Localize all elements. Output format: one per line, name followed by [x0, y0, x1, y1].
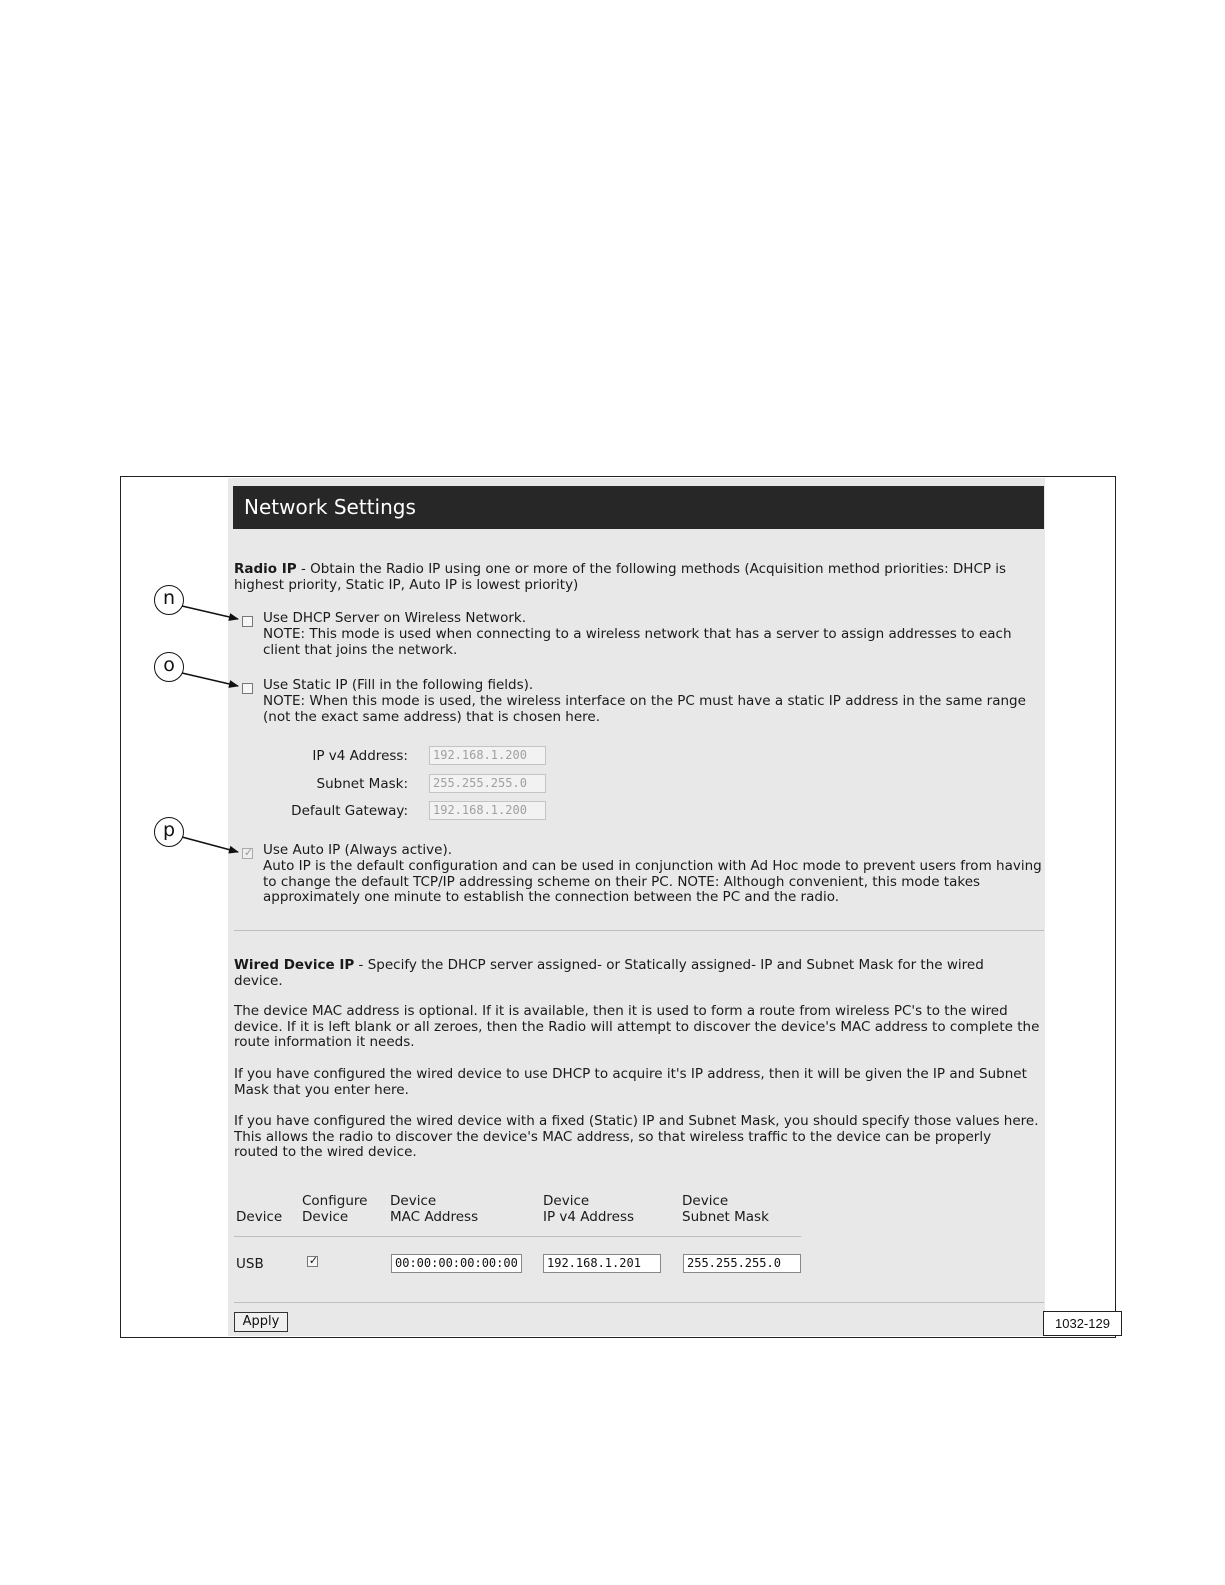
- wired-ip-intro: [234, 958, 1024, 989]
- col-header-mac-line2: MAC Address: [390, 1209, 479, 1225]
- col-header-mask-line2: Subnet Mask: [682, 1209, 769, 1225]
- default-gateway-label: Default Gateway:: [291, 803, 408, 819]
- wired-ip-heading: Wired Device IP: [234, 957, 355, 973]
- section-divider: [234, 930, 1044, 931]
- col-header-mask-line1: Device: [682, 1193, 729, 1209]
- figure-id-label: 1032-129: [1043, 1311, 1122, 1336]
- col-header-mask: [682, 1193, 769, 1225]
- apply-button[interactable]: Apply: [234, 1312, 288, 1332]
- auto-ip-note: Auto IP is the default configuration and can be used in conjunction with Ad Hoc mode to prevent users from having to change the default TCP/IP addressing scheme on their PC. NOTE: Although convenient, this mode takes approximately one minute to establish the connection between the PC and the radio.: [263, 858, 1042, 906]
- callout-n: n: [154, 585, 184, 615]
- device-mac-input[interactable]: 00:00:00:00:00:00: [391, 1254, 522, 1273]
- auto-ip-label: Use Auto IP (Always active).: [263, 842, 453, 858]
- radio-ip-heading: Radio IP: [234, 561, 297, 577]
- wired-dhcp-paragraph: If you have configured the wired device to use DHCP to acquire it's IP address, then it will be given the IP and Subnet Mask that you enter here.: [234, 1066, 1027, 1098]
- col-header-mac-line1: Device: [390, 1193, 437, 1209]
- device-mask-input[interactable]: 255.255.255.0: [683, 1254, 801, 1273]
- auto-ip-checkbox[interactable]: [242, 848, 253, 859]
- dhcp-checkbox[interactable]: [242, 616, 253, 627]
- col-header-configure-line2: Device: [302, 1209, 349, 1225]
- static-ip-label: Use Static IP (Fill in the following fields).: [263, 677, 534, 693]
- radio-ip-description: - Obtain the Radio IP using one or more of the following methods (Acquisition method priorities: DHCP is highest priority, Static IP, Auto IP is lowest priority): [234, 561, 1007, 593]
- wired-ip-description: - Specify the DHCP server assigned- or Statically assigned- IP and Subnet Mask for the wired device.: [234, 957, 984, 989]
- radio-ip-intro: [234, 562, 1042, 593]
- dhcp-note: NOTE: This mode is used when connecting to a wireless network that has a server to assign addresses to each client that joins the network.: [263, 626, 1012, 658]
- callout-o: o: [154, 652, 184, 682]
- page-title: Network Settings: [233, 486, 1044, 529]
- col-header-ip: [543, 1193, 634, 1225]
- wired-mac-paragraph: The device MAC address is optional. If it is available, then it is used to form a route from wireless PC's to the wired device. If it is left blank or all zeroes, then the Radio will attempt to discover the device's MAC address to complete the route information it needs.: [234, 1003, 1040, 1051]
- col-header-mac: [390, 1193, 478, 1225]
- table-header-divider: [234, 1236, 801, 1237]
- check-icon: ✓: [308, 1254, 319, 1267]
- wired-static-paragraph: If you have configured the wired device with a fixed (Static) IP and Subnet Mask, you should specify those values here. This allows the radio to discover the device's MAC address, so that wireless traffic to the device can be properly routed to the wired device.: [234, 1113, 1039, 1161]
- col-header-configure: [302, 1193, 367, 1225]
- col-header-device: Device: [236, 1209, 283, 1225]
- col-header-ip-line2: IP v4 Address: [543, 1209, 635, 1225]
- callout-p: p: [154, 817, 184, 847]
- default-gateway-input[interactable]: 192.168.1.200: [429, 801, 546, 820]
- configure-device-checkbox[interactable]: [307, 1256, 318, 1267]
- row-device-name: USB: [236, 1256, 264, 1272]
- footer-divider: [234, 1302, 1044, 1303]
- static-ip-note: NOTE: When this mode is used, the wireless interface on the PC must have a static IP address in the same range (not the exact same address) that is chosen here.: [263, 693, 1026, 725]
- subnet-mask-label: Subnet Mask:: [316, 776, 408, 792]
- subnet-mask-input[interactable]: 255.255.255.0: [429, 774, 546, 793]
- col-header-ip-line1: Device: [543, 1193, 590, 1209]
- static-ip-checkbox[interactable]: [242, 683, 253, 694]
- check-icon: ✓: [243, 846, 254, 859]
- dhcp-label: Use DHCP Server on Wireless Network.: [263, 610, 527, 626]
- ipv4-address-label: IP v4 Address:: [312, 748, 408, 764]
- device-ip-input[interactable]: 192.168.1.201: [543, 1254, 661, 1273]
- ipv4-address-input[interactable]: 192.168.1.200: [429, 746, 546, 765]
- col-header-configure-line1: Configure: [302, 1193, 368, 1209]
